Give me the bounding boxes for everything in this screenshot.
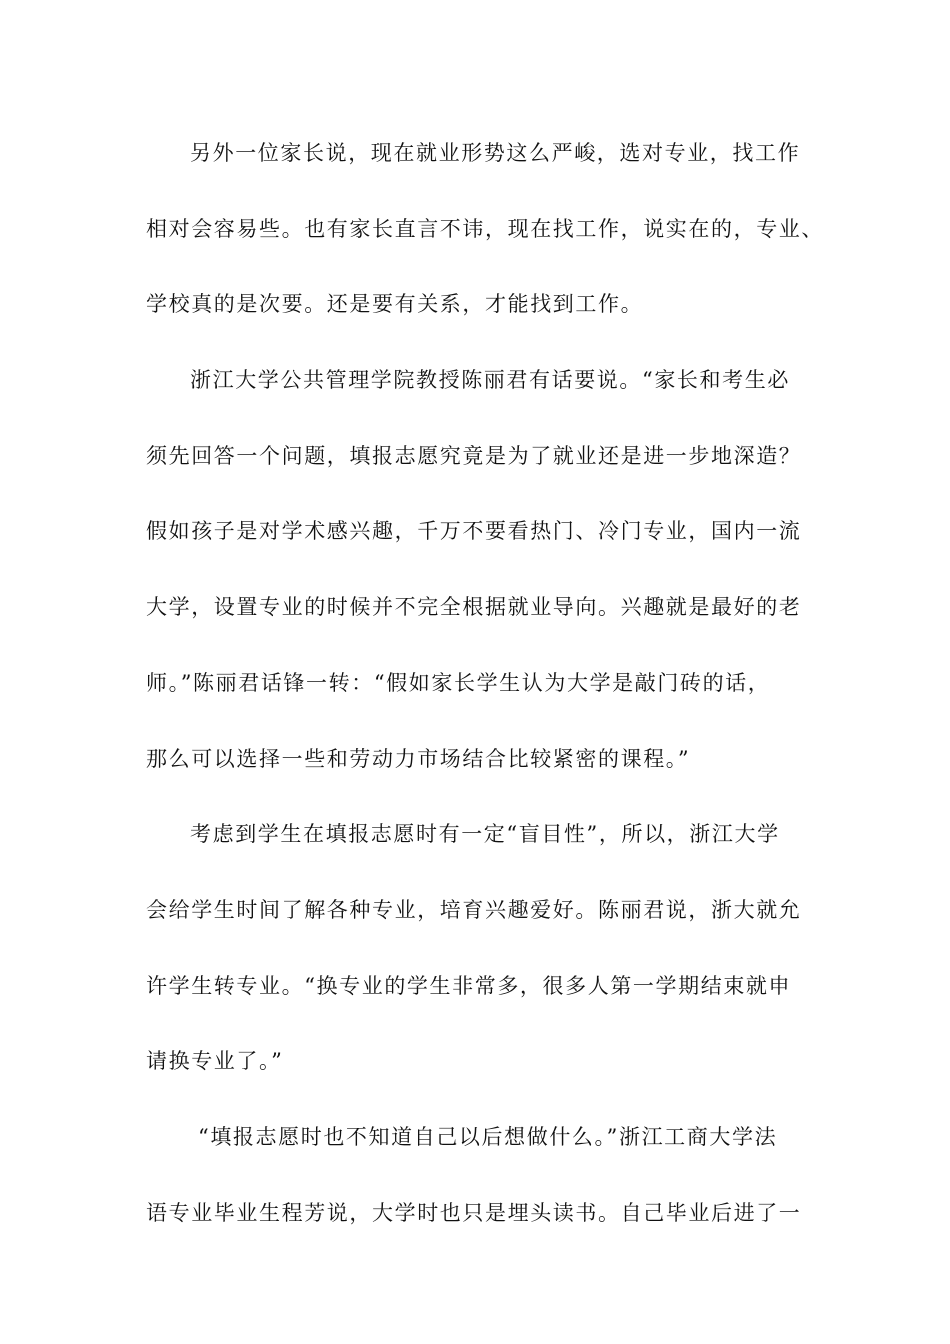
paragraph-4-line-2: 语专业毕业生程芳说，大学时也只是埋头读书。自己毕业后进了一 bbox=[146, 1200, 802, 1225]
paragraph-3-line-4: 请换专业了。” bbox=[146, 1049, 284, 1074]
paragraph-2-line-5: 师。”陈丽君话锋一转：“假如家长学生认为大学是敲门砖的话， bbox=[146, 670, 771, 695]
paragraph-2-line-6: 那么可以选择一些和劳动力市场结合比较紧密的课程。” bbox=[146, 746, 691, 771]
paragraph-2-line-1: 浙江大学公共管理学院教授陈丽君有话要说。“家长和考生必 bbox=[190, 368, 790, 393]
paragraph-3-line-1: 考虑到学生在填报志愿时有一定“盲目性”，所以，浙江大学 bbox=[190, 822, 780, 847]
paragraph-3-line-2: 会给学生时间了解各种专业，培育兴趣爱好。陈丽君说，浙大就允 bbox=[146, 897, 802, 922]
paragraph-1-line-2: 相对会容易些。也有家长直言不讳，现在找工作，说实在的，专业、 bbox=[146, 216, 824, 241]
document-body bbox=[146, 131, 824, 1266]
paragraph-1-line-1: 另外一位家长说，现在就业形势这么严峻，选对专业，找工作 bbox=[190, 141, 801, 165]
paragraph-3-line-3: 许学生转专业。“换专业的学生非常多，很多人第一学期结束就申 bbox=[146, 973, 792, 998]
paragraph-1-line-3: 学校真的是次要。还是要有关系，才能找到工作。 bbox=[146, 292, 644, 317]
paragraph-2-line-3: 假如孩子是对学术感兴趣，千万不要看热门、冷门专业，国内一流 bbox=[146, 519, 802, 544]
paragraph-4-line-1: “填报志愿时也不知道自己以后想做什么。”浙江工商大学法 bbox=[198, 1124, 778, 1149]
paragraph-2-line-4: 大学，设置专业的时候并不完全根据就业导向。兴趣就是最好的老 bbox=[146, 595, 802, 620]
paragraph-2-line-2: 须先回答一个问题，填报志愿究竟是为了就业还是进一步地深造？ bbox=[146, 443, 802, 468]
